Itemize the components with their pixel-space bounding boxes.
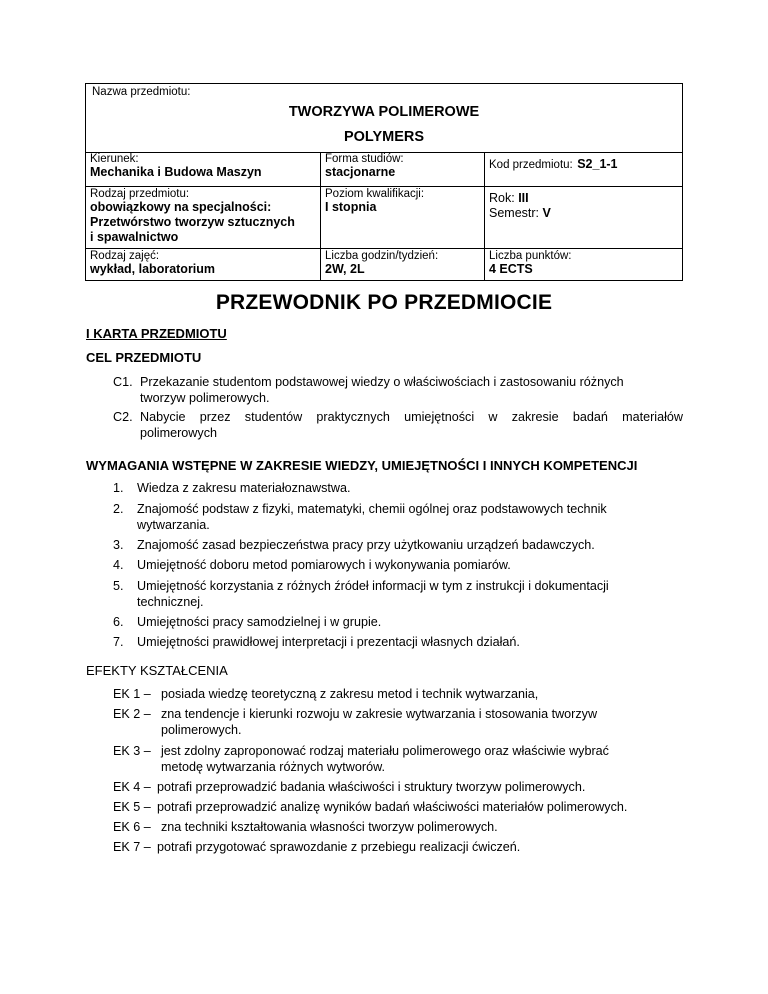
goal-number: C1. bbox=[113, 375, 133, 389]
requirement-number: 2. bbox=[113, 502, 124, 516]
rok-value: III bbox=[518, 191, 529, 205]
guide-title: PRZEWODNIK PO PRZEDMIOCIE bbox=[215, 291, 553, 314]
cel-heading: CEL PRZEDMIOTU bbox=[86, 350, 202, 365]
outcome-line: polimerowych. bbox=[161, 723, 242, 737]
forma-value: stacjonarne bbox=[325, 165, 396, 179]
requirement-number: 7. bbox=[113, 635, 124, 649]
efekty-heading: EFEKTY KSZTAŁCENIA bbox=[86, 663, 228, 678]
requirement-number: 3. bbox=[113, 538, 124, 552]
liczba-godzin-cell bbox=[321, 249, 485, 280]
outcome-code: EK 7 – bbox=[113, 840, 151, 854]
course-name-label: Nazwa przedmiotu: bbox=[92, 86, 191, 98]
rodzaj-przedmiotu-label: Rodzaj przedmiotu: bbox=[90, 188, 190, 200]
outcome-line: metodę wytwarzania różnych wytworów. bbox=[161, 760, 385, 774]
requirement-line: technicznej. bbox=[137, 595, 204, 609]
rok-label: Rok: bbox=[489, 191, 515, 205]
rodzaj-zajec-label: Rodzaj zajęć: bbox=[90, 250, 160, 262]
goal-line: Nabycie przez studentów praktycznych umiejętności w zakresie badań materiałów bbox=[140, 410, 683, 424]
liczba-punktow-value: 4 ECTS bbox=[489, 262, 533, 276]
wymagania-heading: WYMAGANIA WSTĘPNE W ZAKRESIE WIEDZY, UMIEJĘTNOŚCI I INNYCH KOMPETENCJI bbox=[86, 458, 638, 473]
requirement-number: 4. bbox=[113, 558, 124, 572]
rodzaj-przedmiotu-line: obowiązkowy na specjalności: bbox=[90, 200, 272, 214]
requirement-number: 5. bbox=[113, 579, 124, 593]
outcome-line: jest zdolny zaproponować rodzaj materiału polimerowego oraz właściwie wybrać bbox=[161, 744, 609, 758]
outcome-line: zna tendencje i kierunki rozwoju w zakresie wytwarzania i stosowania tworzyw bbox=[161, 707, 598, 721]
outcome-line: potrafi przygotować sprawozdanie z przebiegu realizacji ćwiczeń. bbox=[157, 840, 521, 854]
liczba-punktow-cell bbox=[485, 249, 682, 280]
rok-line bbox=[489, 191, 678, 206]
poziom-value: I stopnia bbox=[325, 200, 377, 214]
requirement-line: Znajomość zasad bezpieczeństwa pracy przy użytkowaniu urządzeń badawczych. bbox=[137, 538, 595, 552]
goal-line: tworzyw polimerowych. bbox=[140, 391, 270, 405]
header-row-2 bbox=[86, 187, 682, 249]
liczba-punktow-label: Liczba punktów: bbox=[489, 250, 572, 262]
rodzaj-przedmiotu-line: i spawalnictwo bbox=[90, 230, 179, 244]
semestr-value: V bbox=[542, 206, 551, 220]
rodzaj-przedmiotu-cell bbox=[86, 187, 321, 248]
kod-value: S2_1-1 bbox=[577, 157, 618, 171]
kierunek-value: Mechanika i Budowa Maszyn bbox=[90, 165, 262, 179]
requirement-line: Wiedza z zakresu materiałoznawstwa. bbox=[137, 481, 351, 495]
kierunek-cell bbox=[86, 152, 321, 186]
goal-line: Przekazanie studentom podstawowej wiedzy o właściwościach i zastosowaniu różnych bbox=[140, 375, 624, 389]
course-title-pl: TWORZYWA POLIMEROWE bbox=[288, 104, 480, 120]
header-row-1 bbox=[86, 152, 682, 187]
requirement-number: 6. bbox=[113, 615, 124, 629]
outcome-code: EK 2 – bbox=[113, 707, 151, 721]
karta-heading: I KARTA PRZEDMIOTU bbox=[86, 326, 227, 341]
outcome-code: EK 3 – bbox=[113, 744, 151, 758]
forma-label: Forma studiów: bbox=[325, 153, 404, 165]
goal-number: C2. bbox=[113, 410, 133, 424]
header-row-3 bbox=[86, 249, 682, 280]
forma-cell bbox=[321, 152, 485, 186]
rodzaj-przedmiotu-line: Przetwórstwo tworzyw sztucznych bbox=[90, 215, 295, 229]
outcome-code: EK 1 – bbox=[113, 687, 151, 701]
course-name-cell bbox=[86, 84, 682, 153]
rodzaj-zajec-cell bbox=[86, 249, 321, 280]
goal-line: polimerowych bbox=[140, 426, 217, 440]
rodzaj-zajec-value: wykład, laboratorium bbox=[90, 262, 216, 276]
rok-semestr-cell bbox=[485, 187, 682, 248]
requirement-number: 1. bbox=[113, 481, 124, 495]
kod-cell bbox=[485, 152, 682, 186]
outcome-line: posiada wiedzę teoretyczną z zakresu metod i technik wytwarzania, bbox=[161, 687, 539, 701]
outcome-line: potrafi przeprowadzić badania właściwości i struktury tworzyw polimerowych. bbox=[157, 780, 586, 794]
kod-label: Kod przedmiotu: bbox=[489, 159, 573, 171]
outcome-line: zna techniki kształtowania własności tworzyw polimerowych. bbox=[161, 820, 498, 834]
requirement-line: Umiejętności prawidłowej interpretacji i prezentacji własnych działań. bbox=[137, 635, 520, 649]
requirement-line: Znajomość podstaw z fizyki, matematyki, chemii ogólnej oraz podstawowych technik bbox=[137, 502, 607, 516]
kierunek-label: Kierunek: bbox=[90, 153, 139, 165]
requirement-line: Umiejętność korzystania z różnych źródeł informacji w tym z instrukcji i dokumentacji bbox=[137, 579, 609, 593]
outcome-code: EK 5 – bbox=[113, 800, 151, 814]
poziom-cell bbox=[321, 187, 485, 248]
requirement-line: wytwarzania. bbox=[137, 518, 210, 532]
liczba-godzin-value: 2W, 2L bbox=[325, 262, 365, 276]
semestr-line bbox=[489, 206, 678, 221]
liczba-godzin-label: Liczba godzin/tydzień: bbox=[325, 250, 439, 262]
outcome-code: EK 4 – bbox=[113, 780, 151, 794]
course-title-en: POLYMERS bbox=[343, 129, 425, 145]
poziom-label: Poziom kwalifikacji: bbox=[325, 188, 425, 200]
course-header-table bbox=[85, 83, 683, 281]
requirement-line: Umiejętność doboru metod pomiarowych i wykonywania pomiarów. bbox=[137, 558, 511, 572]
outcome-line: potrafi przeprowadzić analizę wyników badań właściwości materiałów polimerowych. bbox=[157, 800, 628, 814]
requirement-line: Umiejętności pracy samodzielnej i w grupie. bbox=[137, 615, 382, 629]
outcome-code: EK 6 – bbox=[113, 820, 151, 834]
semestr-label: Semestr: bbox=[489, 206, 540, 220]
